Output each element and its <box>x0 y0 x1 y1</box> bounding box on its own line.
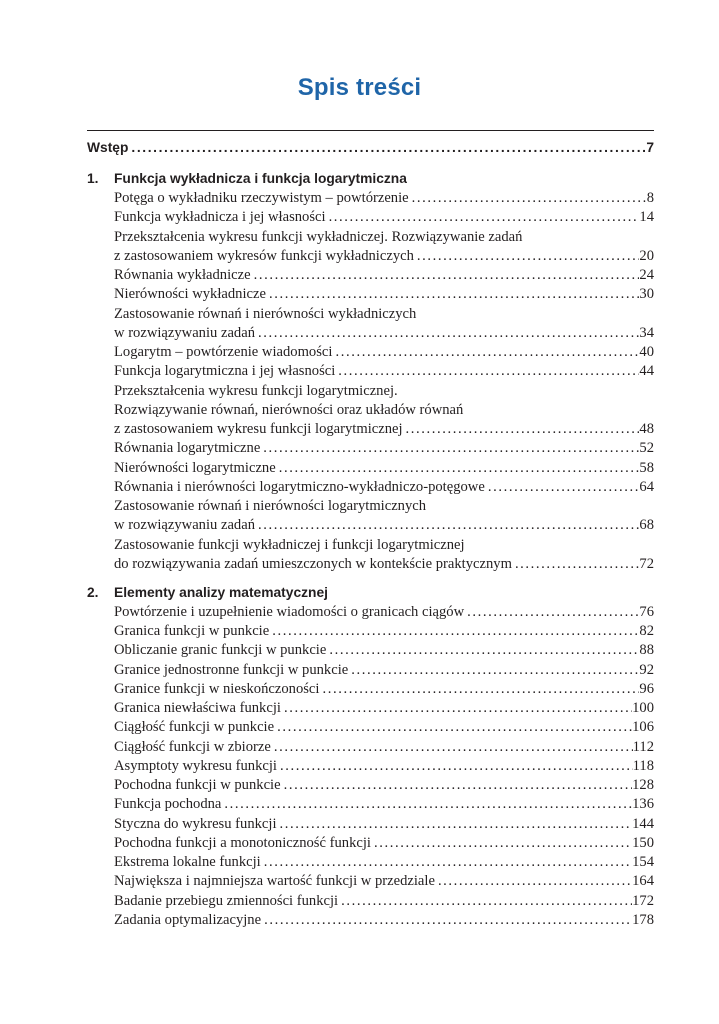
page-number: 112 <box>632 738 654 755</box>
dot-leader <box>255 323 639 343</box>
toc-entry <box>114 554 654 574</box>
toc-entry <box>114 496 654 516</box>
toc-entry-title: Ciągłość funkcji w zbiorze <box>114 738 271 755</box>
toc-entry-title: Równania i nierówności logarytmiczno-wykładniczo-potęgowe <box>114 478 485 495</box>
page-number: 8 <box>646 190 654 206</box>
toc-entry-title: Funkcja wykładnicza i jej własności <box>114 209 326 226</box>
toc-entry-title: Pochodna funkcji w punkcie <box>114 777 281 793</box>
toc-entry <box>114 381 654 401</box>
dot-leader <box>435 871 632 891</box>
toc-entry <box>114 477 654 497</box>
toc-entry <box>114 419 654 439</box>
dot-leader <box>274 717 632 737</box>
dot-leader <box>319 679 639 699</box>
page-number: 7 <box>646 140 654 155</box>
page-title: Spis treści <box>297 74 422 101</box>
page-number: 40 <box>639 344 654 360</box>
toc-entry-title: Nierówności wykładnicze <box>114 286 266 303</box>
dot-leader <box>464 602 639 622</box>
toc-entry <box>114 814 654 834</box>
page-number: 144 <box>632 815 654 832</box>
dot-leader <box>348 660 639 680</box>
chapter-heading <box>87 583 654 603</box>
page-number: 48 <box>639 421 654 437</box>
toc-entry <box>114 621 654 641</box>
page-number: 128 <box>632 777 654 793</box>
toc-entry-title: Potęga o wykładniku rzeczywistym – powtórzenie <box>114 190 409 206</box>
toc-entry-title: Funkcja pochodna <box>114 796 222 813</box>
toc-entry <box>114 602 654 622</box>
toc-entry-title: Zadania optymalizacyjne <box>114 911 262 928</box>
toc-entry <box>114 284 654 304</box>
dot-leader <box>485 477 640 497</box>
toc-entry <box>114 737 654 757</box>
toc-entry-title: Powtórzenie i uzupełnienie wiadomości o granicach ciągów <box>114 603 465 620</box>
toc-entry-title: Zastosowanie równań i nierówności wykładniczych <box>114 305 417 322</box>
dot-leader <box>409 188 647 208</box>
dot-leader <box>255 515 639 535</box>
page-number: 72 <box>639 555 654 572</box>
header-rule <box>87 130 654 131</box>
toc-entry-title: w rozwiązywaniu zadań <box>114 324 256 341</box>
toc-entry-title: Ekstrema lokalne funkcji <box>114 854 261 870</box>
toc-entry <box>114 227 654 247</box>
dot-leader <box>338 891 632 911</box>
toc-entry-title: w rozwiązywaniu zadań <box>114 517 256 534</box>
page-number: 30 <box>639 286 654 303</box>
toc-entry <box>114 188 654 208</box>
page-number: 24 <box>639 267 654 283</box>
dot-leader <box>260 438 639 458</box>
toc-entry-title: Granica funkcji w punkcie <box>114 623 270 639</box>
dot-leader <box>403 419 640 439</box>
page-number: 106 <box>632 719 654 736</box>
toc-entry-title: Zastosowanie funkcji wykładniczej i funkcji logarytmicznej <box>114 536 465 553</box>
dot-leader <box>251 265 640 285</box>
toc-entry <box>114 794 654 814</box>
page-number: 172 <box>632 892 654 909</box>
page-number: 88 <box>639 642 654 659</box>
toc-entry <box>114 458 654 478</box>
toc-entry <box>114 361 654 381</box>
toc-entry-title: Logarytm – powtórzenie wiadomości <box>114 344 333 360</box>
page-number: 34 <box>639 324 654 341</box>
toc-entry <box>114 698 654 718</box>
toc-entry-title: Przekształcenia wykresu funkcji wykładniczej. Rozwiązywanie zadań <box>114 228 523 245</box>
dot-leader <box>128 138 646 158</box>
toc-entry-title: Równania logarytmiczne <box>114 440 261 457</box>
dot-leader <box>326 207 640 227</box>
page-number: 64 <box>639 478 654 495</box>
toc-entry-title: Równania wykładnicze <box>114 267 251 283</box>
page-number: 164 <box>632 873 654 890</box>
toc-entry <box>114 910 654 930</box>
toc-entry <box>114 679 654 699</box>
dot-leader <box>261 910 632 930</box>
toc-entry <box>114 775 654 795</box>
dot-leader <box>261 852 632 872</box>
toc-entry <box>114 535 654 555</box>
toc-entry <box>114 660 654 680</box>
dot-leader <box>335 361 639 381</box>
toc-entry <box>114 717 654 737</box>
toc-entry <box>114 852 654 872</box>
chapter-heading <box>87 169 654 189</box>
toc-entry <box>114 323 654 343</box>
page-number: 150 <box>632 834 654 851</box>
page-number: 100 <box>632 700 654 716</box>
dot-leader <box>326 640 639 660</box>
chapter-number: 1. <box>87 170 99 186</box>
page-number: 92 <box>639 661 654 678</box>
page-number: 14 <box>639 209 654 226</box>
toc-entry-title: Styczna do wykresu funkcji <box>114 815 277 832</box>
toc-entry <box>114 400 654 420</box>
toc-entry-title: z zastosowaniem wykresu funkcji logarytmicznej <box>114 421 403 437</box>
toc-entry-title: Granica niewłaściwa funkcji <box>114 700 281 716</box>
dot-leader <box>276 458 640 478</box>
chapter-number: 2. <box>87 584 99 600</box>
chapter-title: Elementy analizy matematycznej <box>114 584 328 600</box>
dot-leader <box>269 621 639 641</box>
page-number: 82 <box>639 623 654 639</box>
page-number: 154 <box>632 854 654 870</box>
toc-entry <box>114 640 654 660</box>
toc-entry-title: Wstęp <box>87 140 129 155</box>
dot-leader <box>277 814 633 834</box>
page-number: 68 <box>639 517 654 534</box>
toc-entry <box>114 515 654 535</box>
toc-entry <box>114 871 654 891</box>
page-number: 20 <box>639 247 654 264</box>
toc-entry <box>114 438 654 458</box>
toc-entry-title: Granice funkcji w nieskończoności <box>114 680 320 697</box>
toc-entry-title: z zastosowaniem wykresów funkcji wykładniczych <box>114 247 414 264</box>
toc-entry-title: Nierówności logarytmiczne <box>114 459 276 476</box>
dot-leader <box>281 775 633 795</box>
toc-entry <box>114 891 654 911</box>
dot-leader <box>512 554 639 574</box>
toc-entry-title: Największa i najmniejsza wartość funkcji w przedziale <box>114 873 435 890</box>
dot-leader <box>266 284 639 304</box>
page-number: 136 <box>632 796 654 813</box>
chapter-title: Funkcja wykładnicza i funkcja logarytmiczna <box>114 170 407 186</box>
page-number: 96 <box>639 680 654 697</box>
dot-leader <box>271 737 633 757</box>
dot-leader <box>277 756 633 776</box>
toc-entry <box>114 833 654 853</box>
toc-entry-title: Ciągłość funkcji w punkcie <box>114 719 275 736</box>
toc-entry-title: Funkcja logarytmiczna i jej własności <box>114 363 336 380</box>
toc-entry-title: Zastosowanie równań i nierówności logarytmicznych <box>114 498 427 514</box>
toc-entry <box>87 138 654 158</box>
toc-entry <box>114 207 654 227</box>
toc-entry-title: Badanie przebiegu zmienności funkcji <box>114 892 339 909</box>
toc-entry <box>114 342 654 362</box>
dot-leader <box>414 246 640 266</box>
dot-leader <box>332 342 639 362</box>
page-number: 58 <box>639 459 654 476</box>
toc-entry <box>114 265 654 285</box>
page-number: 178 <box>632 911 654 928</box>
page-number: 44 <box>639 363 654 380</box>
toc-entry-title: Rozwiązywanie równań, nierówności oraz układów równań <box>114 401 464 418</box>
page-number: 118 <box>632 757 654 774</box>
toc-entry <box>114 246 654 266</box>
page-number: 76 <box>639 603 654 620</box>
toc-entry-title: Pochodna funkcji a monotoniczność funkcji <box>114 834 371 851</box>
dot-leader <box>281 698 632 718</box>
toc-entry-title: Przekształcenia wykresu funkcji logarytmicznej. <box>114 382 398 399</box>
dot-leader <box>221 794 632 814</box>
toc-entry-title: Asymptoty wykresu funkcji <box>114 757 277 774</box>
toc-entry <box>114 304 654 324</box>
toc-entry <box>114 756 654 776</box>
toc-entry-title: Granice jednostronne funkcji w punkcie <box>114 661 349 678</box>
page-number: 52 <box>639 440 654 457</box>
toc-entry-title: Obliczanie granic funkcji w punkcie <box>114 642 327 659</box>
toc-entry-title: do rozwiązywania zadań umieszczonych w kontekście praktycznym <box>114 555 512 572</box>
dot-leader <box>371 833 632 853</box>
